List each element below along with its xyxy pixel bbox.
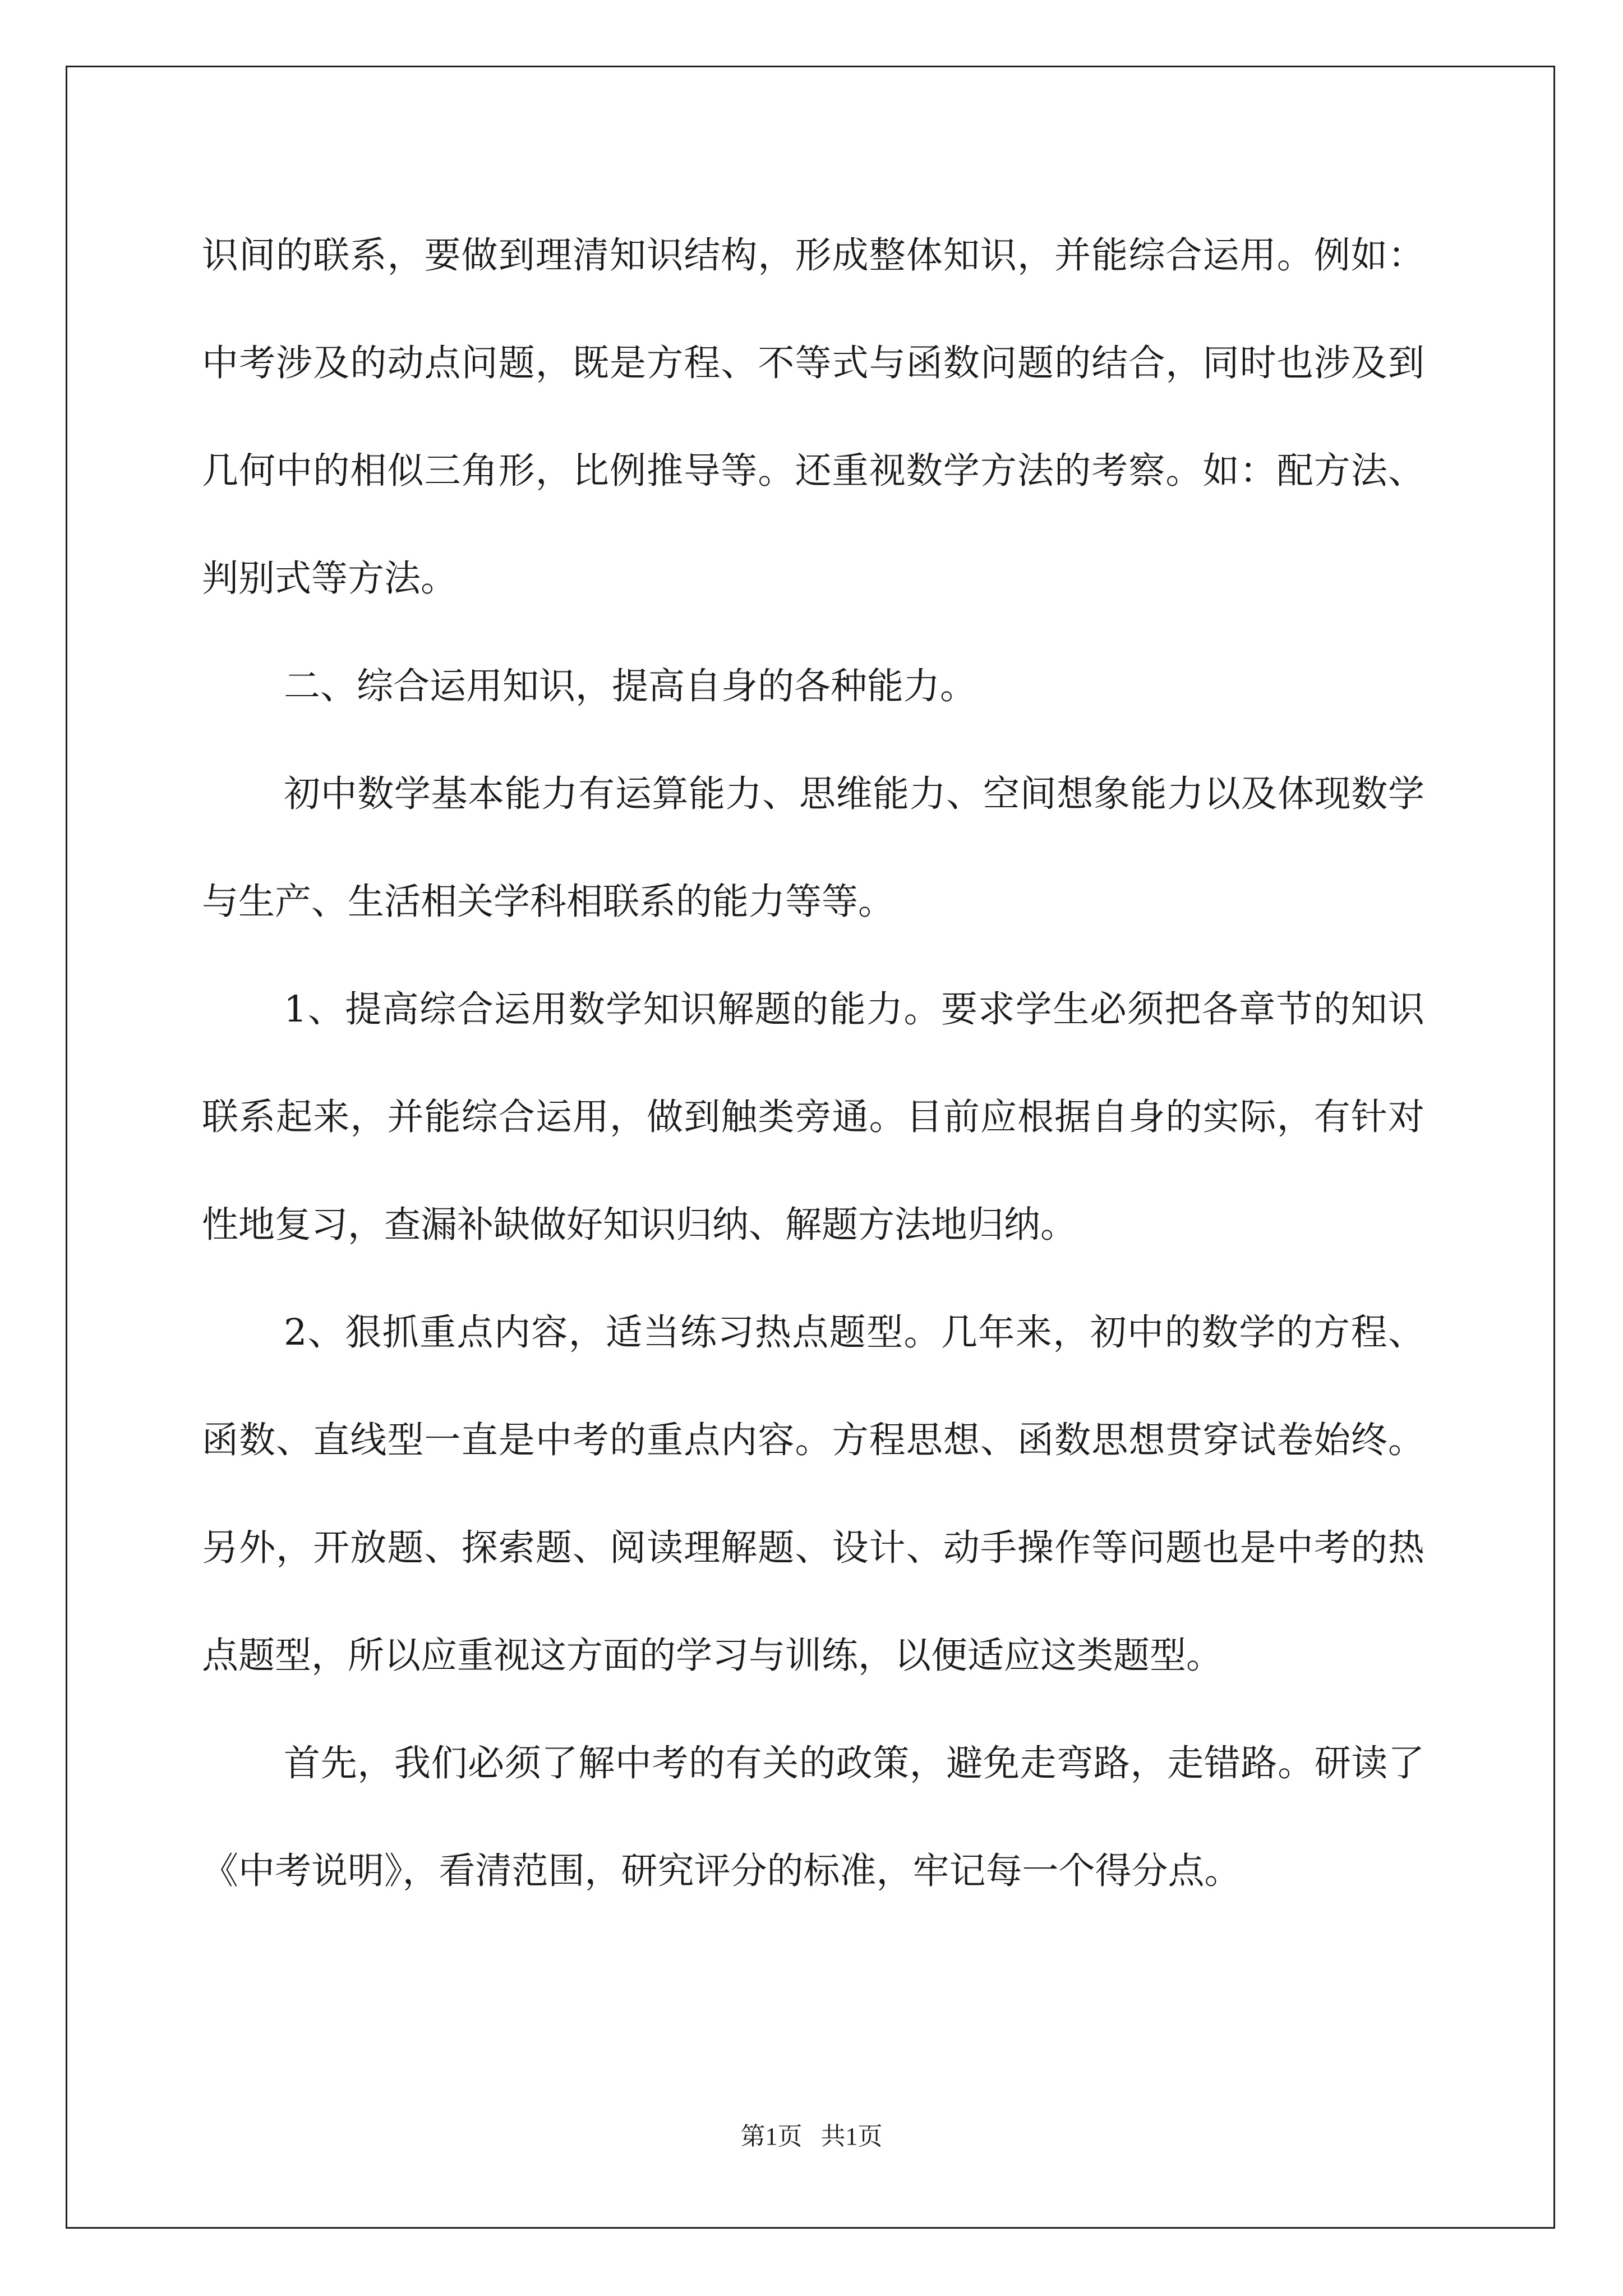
section-heading-2: 二、综合运用知识，提高自身的各种能力。 — [284, 665, 977, 707]
page-number: 第1页 共1页 — [740, 2123, 883, 2150]
paragraph-point-2: 2、狠抓重点内容，适当练习热点题型。几年来，初中的数学的方程、函数、直线型一直是中考的重点内容。方程思想、函数思想贯穿试卷始终。另外，开放题、探索题、阅读理解题、设计、动手操作等问题也是中考的热点题型，所以应重视这方面的学习与训练，以便适应这类题型。 — [202, 1312, 1424, 1677]
paragraph-point-1: 1、提高综合运用数学知识解题的能力。要求学生必须把各章节的知识联系起来，并能综合运用，做到触类旁通。目前应根据自身的实际，有针对性地复习，查漏补缺做好知识归纳、解题方法地归纳。 — [202, 988, 1424, 1246]
document-body — [202, 202, 1424, 1925]
paragraph-basic-abilities: 初中数学基本能力有运算能力、思维能力、空间想象能力以及体现数学与生产、生活相关学科相联系的能力等等。 — [202, 773, 1424, 923]
paragraph-continuation: 识间的联系，要做到理清知识结构，形成整体知识，并能综合运用。例如：中考涉及的动点问题，既是方程、不等式与函数问题的结合，同时也涉及到几何中的相似三角形，比例推导等。还重视数学方法的考察。如：配方法、判别式等方法。 — [202, 234, 1424, 600]
paragraph-first: 首先，我们必须了解中考的有关的政策，避免走弯路，走错路。研读了《中考说明》，看清范围，研究评分的标准，牢记每一个得分点。 — [202, 1742, 1424, 1892]
